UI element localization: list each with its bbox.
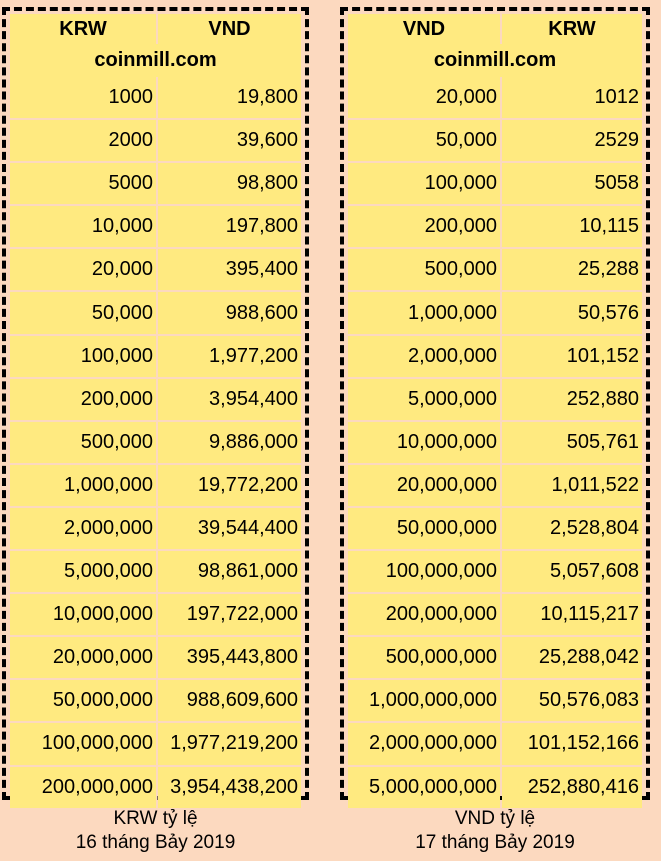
table-row (348, 723, 642, 766)
amount-to: 9,886,000 (158, 422, 301, 463)
amount-from: 10,000,000 (10, 594, 156, 635)
amount-to: 1012 (502, 77, 642, 118)
table-row (348, 594, 642, 637)
amount-to: 10,115 (502, 206, 642, 247)
conversion-table-vnd-krw (340, 7, 650, 800)
column-header-to: KRW (502, 14, 642, 44)
amount-from: 500,000,000 (348, 637, 500, 678)
amount-from: 5,000,000 (10, 551, 156, 592)
amount-from: 2,000,000 (10, 508, 156, 549)
table-row (10, 551, 301, 594)
amount-to: 39,600 (158, 120, 301, 161)
table-row (348, 120, 642, 163)
header-row (10, 14, 301, 44)
table-row (10, 249, 301, 292)
table-row (348, 336, 642, 379)
table-row (348, 379, 642, 422)
table-row (10, 120, 301, 163)
amount-to: 50,576 (502, 292, 642, 333)
amount-from: 200,000 (10, 379, 156, 420)
amount-from: 2,000,000,000 (348, 723, 500, 764)
table-row (348, 422, 642, 465)
rows (10, 77, 301, 810)
table-row (10, 767, 301, 810)
amount-to: 19,772,200 (158, 465, 301, 506)
table-row (10, 336, 301, 379)
table-row (348, 292, 642, 335)
amount-from: 200,000 (348, 206, 500, 247)
site-row (348, 44, 642, 77)
amount-from: 100,000 (348, 163, 500, 204)
table-row (348, 551, 642, 594)
caption-date: 17 tháng Bảy 2019 (415, 832, 575, 853)
amount-to: 1,977,219,200 (158, 723, 301, 764)
amount-from: 20,000,000 (10, 637, 156, 678)
amount-to: 3,954,438,200 (158, 767, 301, 808)
conversion-table-krw-vnd (2, 7, 309, 800)
caption-vnd-rate (340, 807, 650, 855)
caption-date: 16 tháng Bảy 2019 (75, 832, 236, 853)
column-header-from: VND (348, 14, 500, 44)
table-row (10, 206, 301, 249)
table-row (348, 249, 642, 292)
amount-from: 5,000,000 (348, 379, 500, 420)
amount-from: 100,000 (10, 336, 156, 377)
amount-from: 1,000,000 (10, 465, 156, 506)
column-header-to: VND (158, 14, 301, 44)
amount-from: 50,000 (10, 292, 156, 333)
table-row (348, 508, 642, 551)
amount-to: 252,880,416 (502, 767, 642, 808)
table-row (10, 594, 301, 637)
amount-to: 25,288 (502, 249, 642, 290)
amount-from: 1,000,000 (348, 292, 500, 333)
table-row (348, 465, 642, 508)
amount-from: 5,000,000,000 (348, 767, 500, 808)
amount-from: 500,000 (348, 249, 500, 290)
amount-to: 101,152 (502, 336, 642, 377)
table-row (348, 637, 642, 680)
amount-from: 10,000,000 (348, 422, 500, 463)
amount-to: 39,544,400 (158, 508, 301, 549)
amount-from: 2,000,000 (348, 336, 500, 377)
amount-from: 10,000 (10, 206, 156, 247)
site-label: coinmill.com (10, 44, 301, 77)
table-row (10, 508, 301, 551)
table-row (10, 163, 301, 206)
amount-to: 2,528,804 (502, 508, 642, 549)
amount-to: 5058 (502, 163, 642, 204)
amount-to: 101,152,166 (502, 723, 642, 764)
amount-to: 197,722,000 (158, 594, 301, 635)
amount-from: 100,000,000 (10, 723, 156, 764)
table-row (10, 680, 301, 723)
amount-to: 3,954,400 (158, 379, 301, 420)
table-row (348, 163, 642, 206)
amount-from: 50,000 (348, 120, 500, 161)
amount-from: 20,000 (348, 77, 500, 118)
caption-title: KRW tỷ lệ (113, 808, 198, 829)
amount-to: 98,861,000 (158, 551, 301, 592)
amount-from: 20,000,000 (348, 465, 500, 506)
table-body (348, 14, 642, 810)
amount-to: 98,800 (158, 163, 301, 204)
amount-from: 5000 (10, 163, 156, 204)
table-row (10, 465, 301, 508)
column-header-from: KRW (10, 14, 156, 44)
table-body (10, 14, 301, 810)
amount-to: 395,400 (158, 249, 301, 290)
amount-from: 2000 (10, 120, 156, 161)
amount-from: 100,000,000 (348, 551, 500, 592)
table-row (348, 680, 642, 723)
amount-to: 252,880 (502, 379, 642, 420)
amount-to: 1,011,522 (502, 465, 642, 506)
amount-to: 5,057,608 (502, 551, 642, 592)
amount-from: 200,000,000 (10, 767, 156, 808)
site-row (10, 44, 301, 77)
amount-from: 50,000,000 (348, 508, 500, 549)
amount-from: 1,000,000,000 (348, 680, 500, 721)
amount-from: 1000 (10, 77, 156, 118)
amount-to: 19,800 (158, 77, 301, 118)
amount-to: 50,576,083 (502, 680, 642, 721)
amount-to: 25,288,042 (502, 637, 642, 678)
amount-to: 2529 (502, 120, 642, 161)
amount-to: 395,443,800 (158, 637, 301, 678)
table-row (348, 206, 642, 249)
table-row (10, 637, 301, 680)
table-row (10, 723, 301, 766)
amount-from: 500,000 (10, 422, 156, 463)
amount-to: 1,977,200 (158, 336, 301, 377)
table-row (10, 292, 301, 335)
table-row (10, 77, 301, 120)
caption-krw-rate (2, 807, 309, 855)
amount-from: 20,000 (10, 249, 156, 290)
table-row (348, 77, 642, 120)
caption-title: VND tỷ lệ (454, 808, 536, 829)
header-row (348, 14, 642, 44)
amount-to: 988,609,600 (158, 680, 301, 721)
amount-to: 10,115,217 (502, 594, 642, 635)
table-row (348, 767, 642, 810)
amount-to: 197,800 (158, 206, 301, 247)
amount-from: 200,000,000 (348, 594, 500, 635)
amount-from: 50,000,000 (10, 680, 156, 721)
amount-to: 505,761 (502, 422, 642, 463)
table-row (10, 422, 301, 465)
table-row (10, 379, 301, 422)
site-label: coinmill.com (348, 44, 642, 77)
amount-to: 988,600 (158, 292, 301, 333)
rows (348, 77, 642, 810)
